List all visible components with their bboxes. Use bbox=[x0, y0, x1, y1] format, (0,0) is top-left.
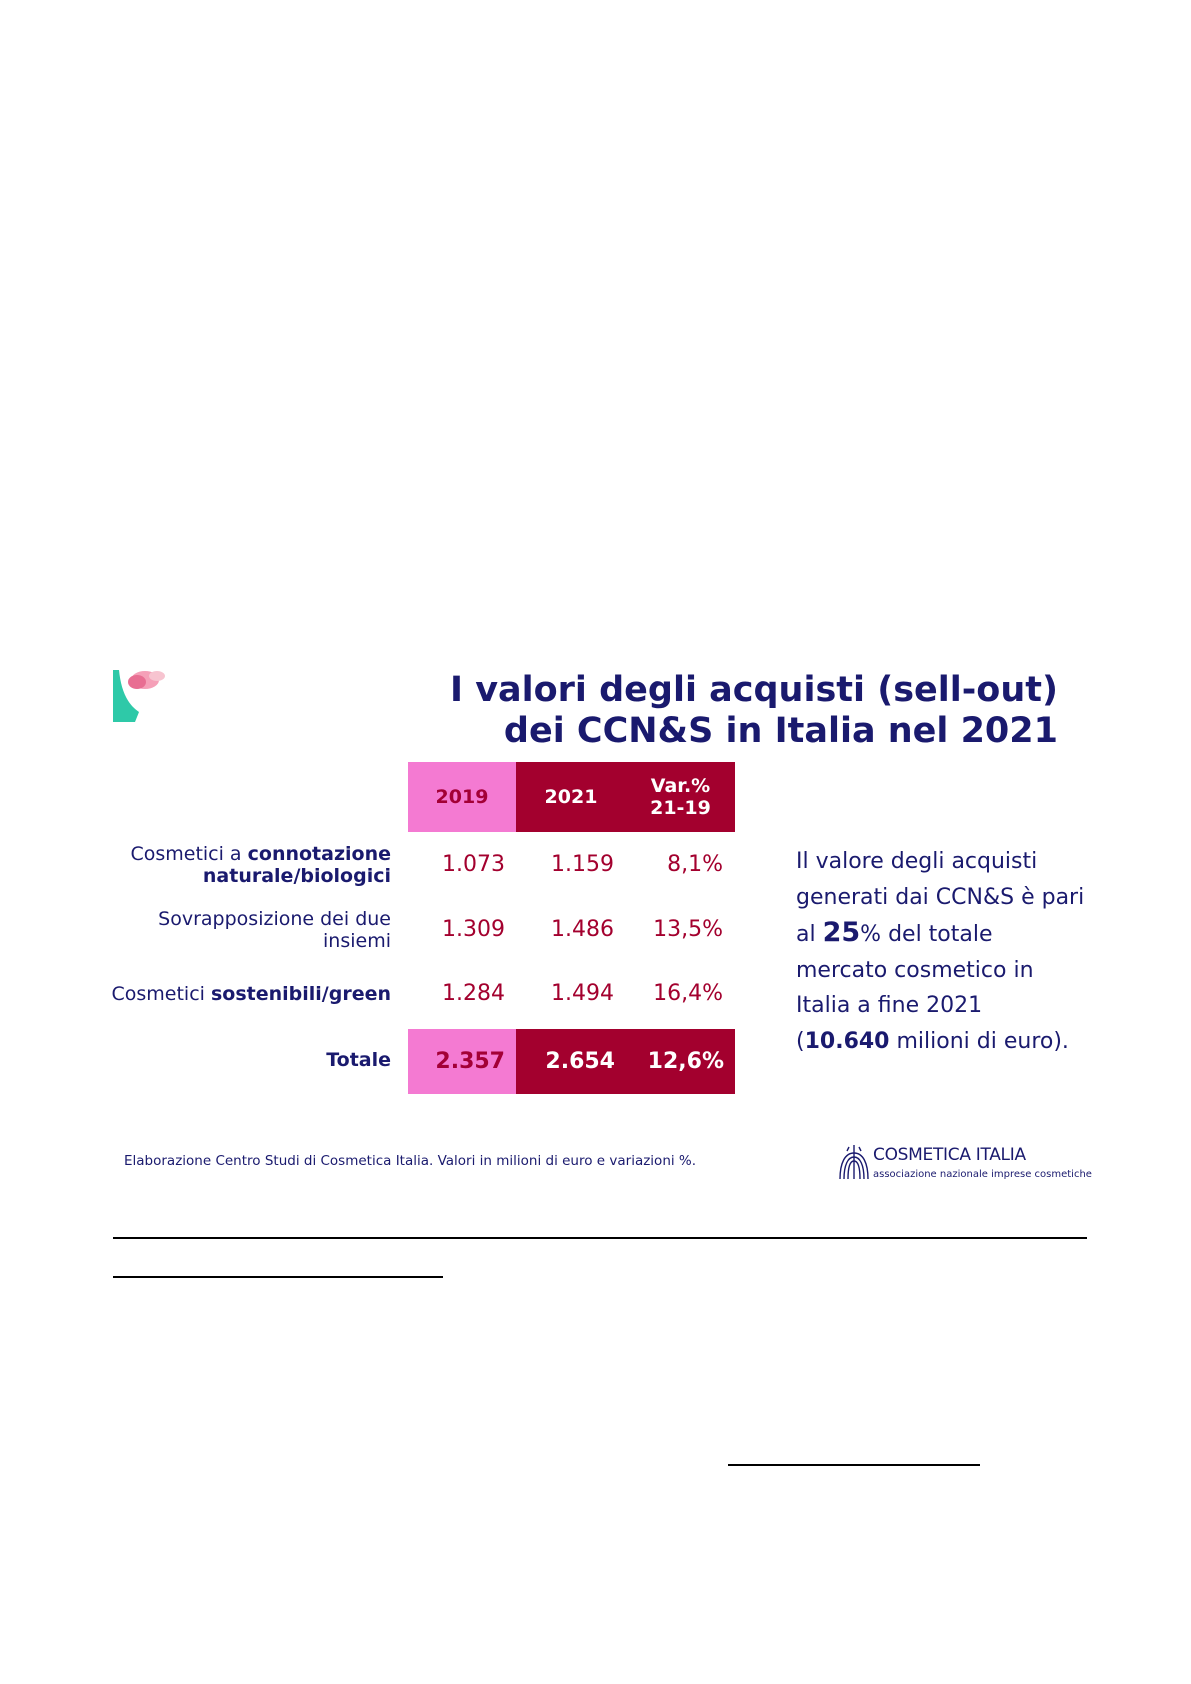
row-label-naturali-line2: naturale/biologici bbox=[202, 865, 391, 887]
row-label-naturali-plain: Cosmetici a bbox=[130, 843, 248, 865]
summary-line-5: Italia a fine 2021 bbox=[796, 993, 983, 1018]
summary-line-6 bbox=[796, 1024, 1096, 1060]
summary-text bbox=[796, 844, 1096, 1059]
logo-name: COSMETICA ITALIA bbox=[873, 1145, 1026, 1165]
summary-line-1: Il valore degli acquisti bbox=[796, 849, 1038, 874]
summary-line-6-pre: ( bbox=[796, 1028, 805, 1054]
row-label-sovrapposizione-line1: Sovrapposizione dei due bbox=[158, 908, 391, 930]
logo-icon bbox=[837, 1145, 871, 1181]
cell-naturali-2021: 1.159 bbox=[551, 852, 614, 877]
logo-tagline: associazione nazionale imprese cosmetiche bbox=[873, 1169, 1092, 1180]
row-label-naturali-bold: connotazione bbox=[247, 843, 391, 865]
header-variation-line-2: 21-19 bbox=[650, 797, 711, 819]
title-line-1: I valori degli acquisti (sell-out) bbox=[449, 670, 1058, 710]
summary-line-4: mercato cosmetico in bbox=[796, 957, 1034, 983]
summary-line-6-post: milioni di euro). bbox=[889, 1028, 1069, 1054]
cell-naturali-2019: 1.073 bbox=[442, 852, 505, 877]
decorative-image bbox=[113, 670, 169, 722]
header-2019: 2019 bbox=[408, 762, 516, 832]
cell-sovrapposizione-2021: 1.486 bbox=[551, 917, 614, 942]
row-label-sovrapposizione bbox=[158, 908, 391, 952]
total-2019: 2.357 bbox=[408, 1029, 516, 1094]
summary-line-3-pre: al bbox=[796, 922, 823, 947]
title-line-2: dei CCN&S in Italia nel 2021 bbox=[503, 711, 1058, 751]
total-2021: 2.654 bbox=[516, 1029, 626, 1094]
total-var: 12,6% bbox=[626, 1029, 735, 1094]
summary-line-3 bbox=[796, 915, 1096, 953]
header-variation bbox=[626, 762, 735, 832]
header-variation-line-1: Var.% bbox=[650, 775, 711, 797]
underline-rule bbox=[728, 1464, 980, 1466]
cosmetica-italia-logo bbox=[837, 1145, 1092, 1185]
row-label-naturali bbox=[130, 843, 391, 887]
cell-naturali-var: 8,1% bbox=[667, 852, 723, 877]
row-label-sostenibili-plain: Cosmetici bbox=[111, 983, 211, 1005]
summary-line-3-post: % del totale bbox=[860, 922, 993, 947]
row-label-sostenibili bbox=[111, 983, 391, 1005]
header-2021: 2021 bbox=[516, 762, 626, 832]
separator-line bbox=[113, 1237, 1087, 1239]
cell-sovrapposizione-var: 13,5% bbox=[653, 917, 723, 942]
source-note: Elaborazione Centro Studi di Cosmetica Italia. Valori in milioni di euro e variazioni %. bbox=[124, 1153, 697, 1169]
page-title bbox=[450, 670, 1058, 752]
row-label-sostenibili-bold: sostenibili/green bbox=[210, 983, 391, 1005]
summary-line-2: generati dai CCN&S è pari bbox=[796, 884, 1085, 910]
summary-total-market: 10.640 bbox=[804, 1028, 890, 1054]
footnote-separator bbox=[113, 1276, 443, 1278]
row-label-sovrapposizione-line2: insiemi bbox=[323, 930, 391, 952]
cell-sostenibili-2021: 1.494 bbox=[551, 981, 614, 1006]
cell-sostenibili-2019: 1.284 bbox=[442, 981, 505, 1006]
total-label: Totale bbox=[326, 1049, 391, 1071]
cell-sovrapposizione-2019: 1.309 bbox=[442, 917, 505, 942]
summary-percent: 25 bbox=[822, 917, 861, 948]
cell-sostenibili-var: 16,4% bbox=[653, 981, 723, 1006]
